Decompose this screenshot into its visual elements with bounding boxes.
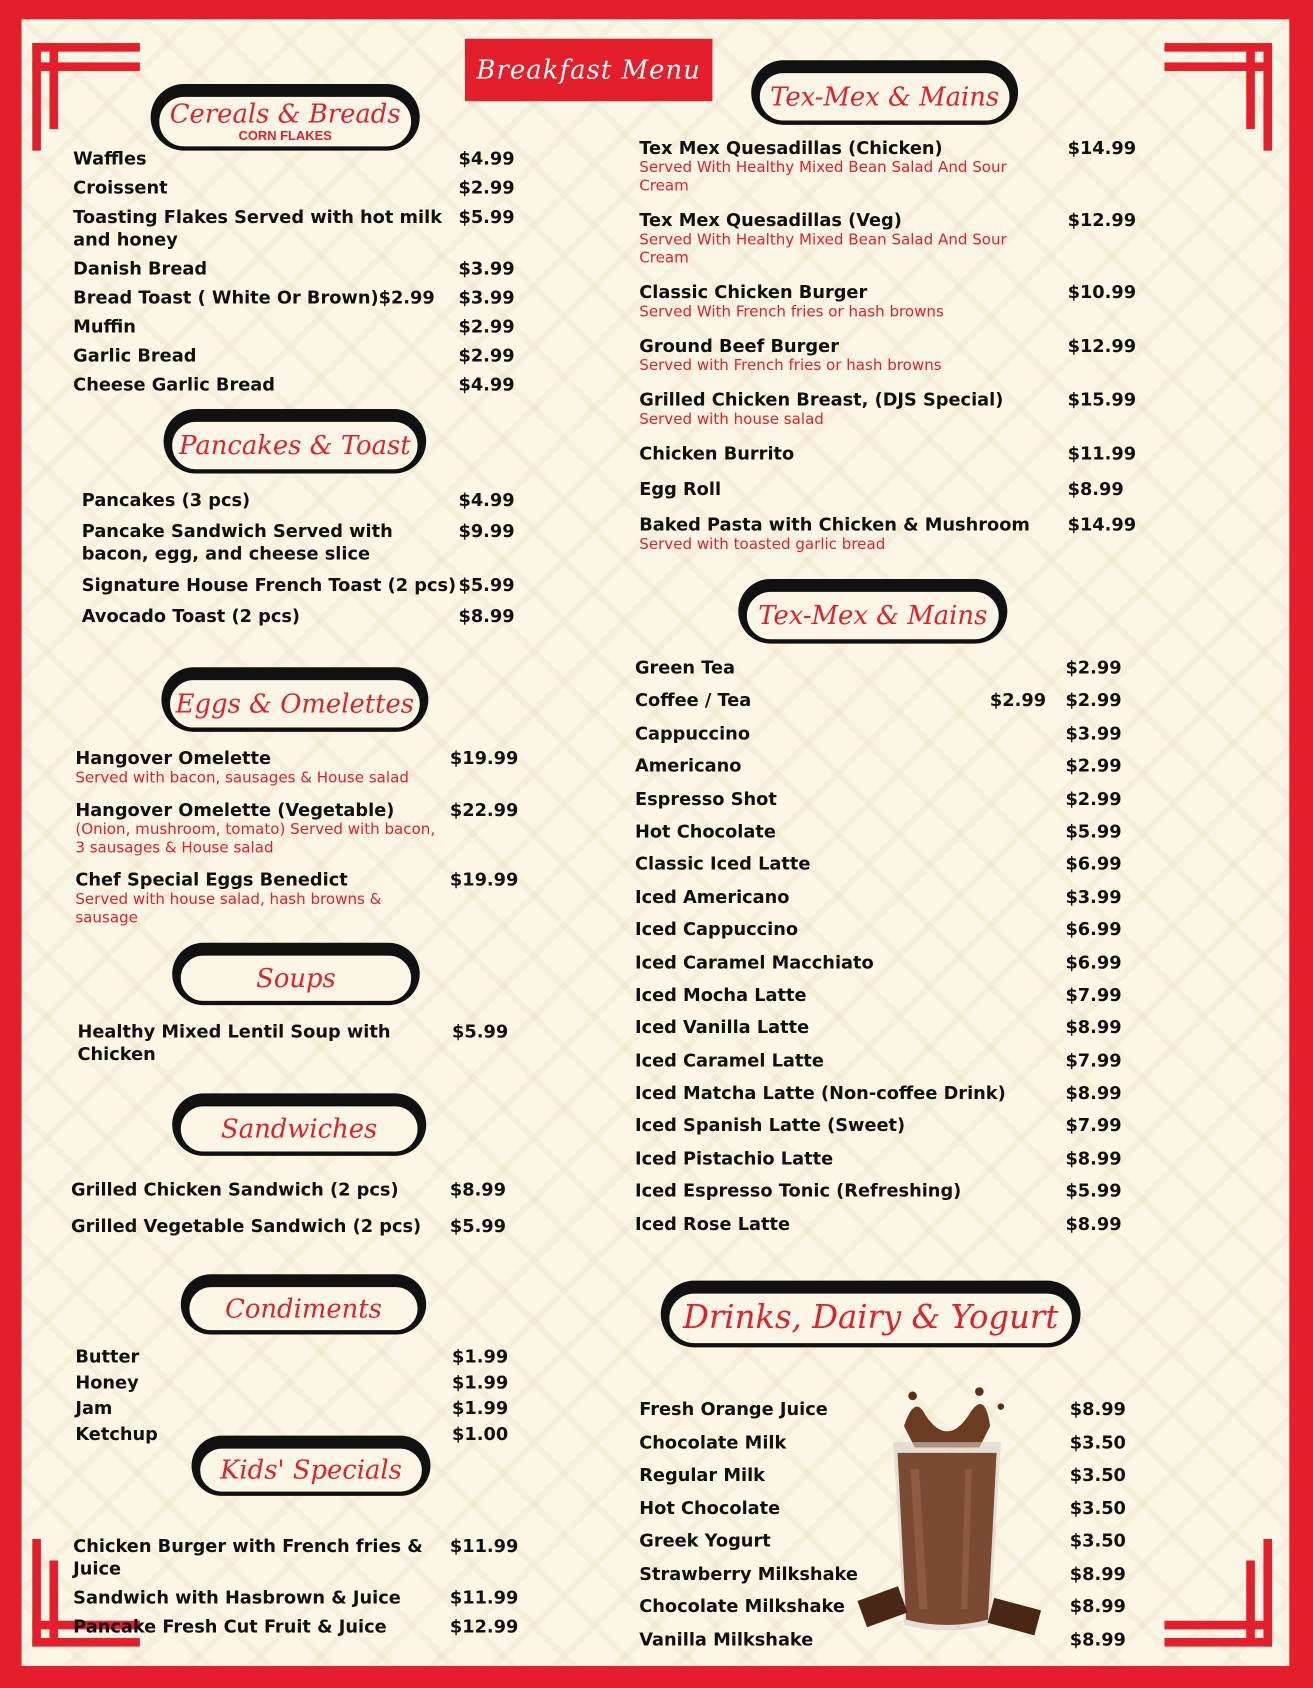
- menu-item-row: [635, 951, 1132, 974]
- menu-item: [639, 478, 1134, 501]
- menu-item-row: [71, 1215, 517, 1238]
- section-header-pancakes: [164, 409, 427, 474]
- item-name: Iced Caramel Macchiato: [634, 951, 874, 973]
- menu-item-row: [639, 209, 1137, 232]
- menu-item: [82, 489, 525, 512]
- menu-item-row: [639, 281, 1137, 304]
- menu-item-row: [635, 1082, 1132, 1105]
- section-title: Drinks, Dairy & Yogurt: [682, 1298, 1059, 1337]
- menu-item-row: [635, 1114, 1132, 1137]
- item-name: Regular Milk: [639, 1464, 766, 1486]
- item-name: Classic Chicken Burger: [639, 281, 868, 303]
- item-price: $8.99: [1069, 1563, 1126, 1584]
- menu-item-row: [635, 755, 1132, 778]
- menu-item-row: [635, 656, 1132, 679]
- item-name: Iced Vanilla Latte: [634, 1017, 810, 1038]
- menu-item-row: [75, 1345, 518, 1368]
- item-description: Served With Healthy Mixed Bean Salad And Sour Cream: [639, 159, 1007, 195]
- section-title: Eggs & Omelettes: [175, 688, 415, 719]
- menu-title: Breakfast Menu: [465, 39, 713, 101]
- menu-item: [635, 951, 1132, 974]
- corner-ornament: [50, 43, 59, 129]
- menu-item: [635, 656, 1132, 679]
- menu-item: [73, 373, 525, 396]
- corner-ornament: [1164, 1638, 1272, 1647]
- item-price: $2.99: [458, 177, 515, 199]
- item-name: Hot Chocolate: [639, 1497, 781, 1518]
- menu-item-row: [75, 1423, 518, 1446]
- menu-item: [75, 799, 519, 858]
- item-name: Muffin: [73, 316, 136, 337]
- corner-ornament: [1263, 1539, 1272, 1647]
- item-name: Iced Espresso Tonic (Refreshing): [634, 1180, 962, 1202]
- menu-item: [639, 335, 1137, 376]
- menu-item-row: [75, 1371, 518, 1394]
- item-price: $8.99: [1067, 478, 1124, 500]
- corner-ornament: [1263, 43, 1272, 151]
- menu-item: [77, 1020, 518, 1065]
- corner-ornament: [1164, 43, 1272, 52]
- menu-item: [635, 689, 1132, 712]
- section-title: Soups: [256, 963, 336, 994]
- menu-list-kids: [73, 1535, 519, 1645]
- menu-item-row: [639, 442, 1137, 465]
- item-name: Butter: [75, 1346, 140, 1367]
- item-description: Served with house salad, hash browns & sausage: [75, 891, 382, 927]
- item-price: $14.99: [1067, 137, 1137, 159]
- item-price: $8.99: [1065, 1213, 1122, 1235]
- item-price: $4.99: [458, 489, 515, 511]
- section-title: Tex-Mex & Mains: [758, 600, 988, 631]
- section-header-sandwiches: [172, 1093, 426, 1155]
- item-price: $11.99: [1067, 443, 1137, 464]
- item-price: $3.99: [458, 258, 515, 279]
- menu-item: [639, 513, 1137, 554]
- item-name: Cappuccino: [634, 722, 751, 744]
- item-price: $9.99: [458, 520, 515, 542]
- item-price: $5.99: [1065, 1180, 1122, 1202]
- menu-item: [635, 1082, 1132, 1105]
- menu-list-condiments: [75, 1345, 518, 1448]
- item-price: $19.99: [449, 869, 519, 891]
- item-price: $2.99: [1065, 755, 1122, 777]
- menu-list-eggs: [75, 747, 519, 939]
- menu-item: [635, 1114, 1132, 1137]
- item-price: $22.99: [449, 799, 519, 821]
- menu-item-row: [82, 489, 525, 512]
- item-price: $1.99: [452, 1397, 509, 1419]
- menu-item-row: [75, 868, 519, 891]
- item-price: $1.99: [452, 1372, 509, 1393]
- corner-ornament: [32, 62, 140, 71]
- section-header-condiments: [181, 1274, 426, 1334]
- item-description: Served with toasted garlic bread: [639, 535, 886, 554]
- menu-item: [635, 820, 1132, 843]
- item-price: $3.50: [1069, 1497, 1126, 1518]
- item-name: Greek Yogurt: [639, 1530, 771, 1551]
- item-name: Hot Chocolate: [634, 821, 776, 842]
- section-header-mains: [751, 60, 1018, 125]
- menu-list-pancakes: [82, 489, 525, 636]
- item-name: Jam: [75, 1397, 113, 1419]
- item-name: Grilled Chicken Sandwich (2 pcs): [71, 1179, 399, 1200]
- item-price: $8.99: [1065, 1148, 1122, 1169]
- corner-ornament: [32, 43, 140, 52]
- item-price: $2.99: [1065, 690, 1122, 711]
- menu-item-row: [75, 747, 519, 770]
- item-price: $2.99: [1065, 788, 1122, 809]
- menu-item-row: [639, 389, 1137, 412]
- menu-item: [635, 1016, 1132, 1039]
- item-price: $5.99: [1065, 821, 1122, 842]
- menu-item-row: [73, 373, 525, 396]
- item-name: Iced Pistachio Latte: [634, 1148, 834, 1169]
- menu-item-row: [635, 1016, 1132, 1039]
- corner-ornament: [1164, 62, 1272, 71]
- section-header-soups: [172, 943, 420, 1005]
- item-name: Chicken Burrito: [639, 443, 795, 464]
- item-name: Chicken Burger with French fries & Juice: [73, 1535, 423, 1579]
- item-name: Waffles: [73, 148, 147, 169]
- corner-ornament: [50, 1560, 59, 1646]
- menu-item: [635, 853, 1132, 876]
- menu-item-row: [635, 984, 1132, 1007]
- item-name: Garlic Bread: [73, 345, 197, 366]
- menu-item-row: [73, 286, 525, 309]
- menu-item: [635, 1049, 1132, 1072]
- item-price: $8.99: [1069, 1399, 1126, 1420]
- menu-item: [73, 315, 525, 338]
- item-name: Grilled Chicken Breast, (DJS Special): [639, 389, 1004, 411]
- item-name: Avocado Toast (2 pcs): [81, 605, 301, 627]
- menu-item: [639, 442, 1137, 465]
- item-name: Baked Pasta with Chicken & Mushroom: [639, 514, 1030, 535]
- item-description: Served With Healthy Mixed Bean Salad And Sour Cream: [639, 231, 1007, 267]
- item-price: $5.99: [458, 574, 515, 596]
- menu-item: [82, 574, 525, 597]
- item-price: $10.99: [1067, 281, 1137, 303]
- item-price: $2.99: [458, 316, 515, 337]
- menu-item: [635, 722, 1132, 745]
- menu-item-row: [639, 137, 1137, 160]
- menu-list-mains: [639, 137, 1137, 567]
- menu-item-row: [82, 574, 525, 597]
- item-name: Pancake Fresh Cut Fruit & Juice: [73, 1616, 387, 1637]
- menu-item-row: [635, 1147, 1132, 1170]
- menu-list-cereals: [73, 147, 525, 402]
- item-price: $8.99: [1065, 1017, 1122, 1038]
- corner-ornament: [32, 1539, 41, 1647]
- item-price: $1.99: [452, 1346, 509, 1367]
- menu-item: [73, 1535, 519, 1580]
- menu-item: [635, 984, 1132, 1007]
- menu-item: [635, 787, 1132, 810]
- item-name: Tex Mex Quesadillas (Veg): [639, 209, 902, 231]
- corner-ornament: [1246, 1560, 1255, 1646]
- section-title: Pancakes & Toast: [179, 430, 411, 461]
- menu-item-row: [73, 1586, 519, 1609]
- item-description: Served with house salad: [639, 411, 824, 429]
- menu-item-row: [635, 853, 1132, 876]
- item-name: Ground Beef Burger: [639, 335, 839, 357]
- item-extra-price: $2.99: [989, 690, 1047, 711]
- menu-item-row: [635, 689, 1132, 712]
- menu-item: [73, 147, 525, 170]
- item-price: $3.99: [1065, 722, 1122, 744]
- item-price: $14.99: [1067, 514, 1137, 535]
- menu-item-row: [82, 520, 525, 565]
- menu-item: [635, 918, 1132, 941]
- item-name: Vanilla Milkshake: [639, 1628, 814, 1650]
- item-name: Grilled Vegetable Sandwich (2 pcs): [71, 1216, 422, 1237]
- item-price: $4.99: [458, 148, 515, 169]
- item-name: Fresh Orange Juice: [639, 1399, 828, 1420]
- menu-item: [75, 1371, 518, 1394]
- item-price: $8.99: [1069, 1628, 1126, 1650]
- menu-list-sandwiches: [71, 1178, 517, 1251]
- item-price: $2.99: [458, 345, 515, 366]
- item-price: $19.99: [449, 747, 519, 769]
- chocolate-milk-image: [839, 1383, 1054, 1652]
- corner-ornament: [1246, 43, 1255, 129]
- menu-item: [75, 1345, 518, 1368]
- item-price: $7.99: [1065, 1115, 1122, 1136]
- section-title: Kids' Specials: [220, 1455, 402, 1486]
- item-name: Honey: [75, 1372, 139, 1393]
- menu-item-row: [639, 513, 1137, 536]
- section-title: Cereals & Breads: [169, 99, 401, 130]
- menu-item-row: [635, 787, 1132, 810]
- item-name: Chocolate Milkshake: [639, 1596, 845, 1617]
- item-name: Danish Bread: [73, 258, 208, 279]
- menu-item: [82, 520, 525, 565]
- item-name: Coffee / Tea: [634, 690, 752, 711]
- menu-item-row: [73, 344, 525, 367]
- item-name: Hangover Omelette (Vegetable): [75, 799, 395, 821]
- menu-item-row: [77, 1020, 518, 1065]
- menu-item-row: [635, 885, 1132, 908]
- item-name: Iced Caramel Latte: [634, 1050, 824, 1071]
- menu-item-row: [73, 176, 525, 199]
- menu-item: [75, 868, 519, 927]
- menu-item: [639, 137, 1137, 196]
- menu-item-row: [75, 1397, 518, 1420]
- item-price: $8.99: [458, 605, 515, 627]
- item-description: (Onion, mushroom, tomato) Served with bacon, 3 sausages & House salad: [75, 821, 436, 857]
- menu-item: [75, 747, 519, 788]
- item-price: $8.99: [1069, 1596, 1126, 1617]
- item-name: Pancakes (3 pcs): [81, 489, 251, 511]
- menu-item: [639, 281, 1137, 322]
- section-title: Condiments: [225, 1293, 382, 1324]
- item-price: $6.99: [1065, 853, 1122, 875]
- item-price: $1.00: [452, 1423, 509, 1445]
- menu-item: [639, 209, 1137, 268]
- menu-list-coffee: [635, 656, 1132, 1245]
- menu-item-row: [635, 1049, 1132, 1072]
- menu-item: [71, 1215, 517, 1238]
- item-name: Espresso Shot: [634, 788, 777, 809]
- item-name: Americano: [634, 755, 742, 777]
- item-price: $3.99: [458, 287, 515, 308]
- item-price: $3.50: [1069, 1464, 1126, 1486]
- menu-item: [73, 176, 525, 199]
- item-description: Served With French fries or hash browns: [639, 303, 944, 321]
- menu-item: [75, 1397, 518, 1420]
- item-name: Iced Matcha Latte (Non-coffee Drink): [634, 1082, 1006, 1104]
- menu-item: [73, 257, 525, 280]
- section-subtitle: CORN FLAKES: [238, 128, 332, 144]
- item-name: Cheese Garlic Bread: [73, 374, 275, 395]
- section-title: Tex-Mex & Mains: [770, 81, 1000, 112]
- menu-item-row: [73, 206, 525, 251]
- menu-item: [635, 1212, 1132, 1235]
- item-price: $6.99: [1065, 951, 1122, 973]
- item-price: $5.99: [458, 206, 515, 228]
- section-title: Sandwiches: [221, 1113, 378, 1145]
- item-name: Iced Rose Latte: [634, 1213, 791, 1235]
- item-name: Iced Spanish Latte (Sweet): [634, 1115, 906, 1136]
- item-name: Pancake Sandwich Served with bacon, egg, and cheese slice: [81, 520, 393, 564]
- item-price: $15.99: [1067, 389, 1137, 411]
- item-name: Signature House French Toast (2 pcs): [81, 574, 457, 596]
- menu-item-row: [82, 605, 525, 628]
- section-header-eggs: [161, 667, 428, 732]
- item-name: Iced Mocha Latte: [634, 984, 807, 1006]
- item-name: Green Tea: [634, 657, 735, 679]
- item-price: $12.99: [1067, 335, 1137, 357]
- menu-item-row: [75, 799, 519, 822]
- menu-item-row: [639, 478, 1134, 501]
- item-name: Toasting Flakes Served with hot milk and honey: [73, 206, 443, 250]
- item-price: $12.99: [1067, 209, 1137, 231]
- menu-item-row: [635, 820, 1132, 843]
- item-name: Bread Toast ( White Or Brown)$2.99: [73, 287, 435, 308]
- menu-item-row: [73, 1615, 519, 1638]
- corner-ornament: [32, 43, 41, 151]
- menu-item: [635, 755, 1132, 778]
- item-price: $3.99: [1065, 886, 1122, 907]
- item-price: $7.99: [1065, 984, 1122, 1006]
- menu-item-row: [73, 147, 525, 170]
- menu-item-row: [73, 1535, 519, 1580]
- menu-list-soups: [77, 1020, 518, 1074]
- item-price: $3.50: [1069, 1530, 1126, 1551]
- item-name: Classic Iced Latte: [634, 853, 811, 875]
- item-price: $7.99: [1065, 1050, 1122, 1071]
- item-price: $8.99: [1065, 1082, 1122, 1104]
- menu-item-row: [635, 918, 1132, 941]
- menu-item-row: [639, 335, 1137, 358]
- item-price: $12.99: [449, 1616, 519, 1637]
- item-name: Egg Roll: [639, 478, 722, 500]
- item-name: Chocolate Milk: [639, 1431, 787, 1453]
- menu-item: [73, 344, 525, 367]
- item-name: Ketchup: [75, 1423, 158, 1445]
- item-name: Croissent: [73, 177, 168, 199]
- item-name: Iced Cappuccino: [634, 919, 799, 940]
- menu-item: [75, 1423, 518, 1446]
- section-header-drinks: [661, 1281, 1081, 1348]
- item-price: $5.99: [449, 1216, 507, 1237]
- item-name: Healthy Mixed Lentil Soup with Chicken: [77, 1021, 391, 1065]
- item-price: $8.99: [449, 1179, 507, 1200]
- item-name: Chef Special Eggs Benedict: [75, 869, 348, 891]
- menu-item-row: [73, 315, 525, 338]
- menu-item-row: [635, 1212, 1132, 1235]
- item-name: Iced Americano: [634, 886, 790, 907]
- menu-item: [635, 1180, 1132, 1203]
- section-header-coffee: [738, 579, 1007, 644]
- item-description: Served with French fries or hash browns: [639, 357, 942, 375]
- item-price: $4.99: [458, 374, 515, 395]
- item-name: Strawberry Milkshake: [639, 1563, 858, 1584]
- item-price: $5.99: [452, 1021, 509, 1042]
- corner-ornament: [1164, 1621, 1272, 1630]
- menu-item: [73, 206, 525, 251]
- menu-item: [639, 389, 1137, 430]
- menu-item: [635, 1147, 1132, 1170]
- item-description: Served with bacon, sausages & House salad: [75, 769, 409, 787]
- item-price: $11.99: [449, 1587, 519, 1608]
- menu-item-row: [635, 1180, 1132, 1203]
- item-price: $3.50: [1069, 1431, 1126, 1453]
- item-name: Sandwich with Hasbrown & Juice: [73, 1587, 401, 1608]
- item-price: $6.99: [1065, 919, 1122, 940]
- menu-item-row: [71, 1178, 517, 1201]
- item-price: $11.99: [449, 1535, 519, 1557]
- menu-item: [71, 1178, 517, 1201]
- item-name: Hangover Omelette: [75, 747, 272, 769]
- section-header-cereals: [151, 84, 420, 151]
- menu-item-row: [635, 722, 1132, 745]
- menu-item-row: [73, 257, 525, 280]
- item-price: $2.99: [1065, 657, 1122, 679]
- menu-item: [73, 286, 525, 309]
- menu-item: [635, 885, 1132, 908]
- menu-item: [73, 1586, 519, 1609]
- menu-item: [82, 605, 525, 628]
- item-name: Tex Mex Quesadillas (Chicken): [639, 137, 943, 159]
- menu-item: [73, 1615, 519, 1638]
